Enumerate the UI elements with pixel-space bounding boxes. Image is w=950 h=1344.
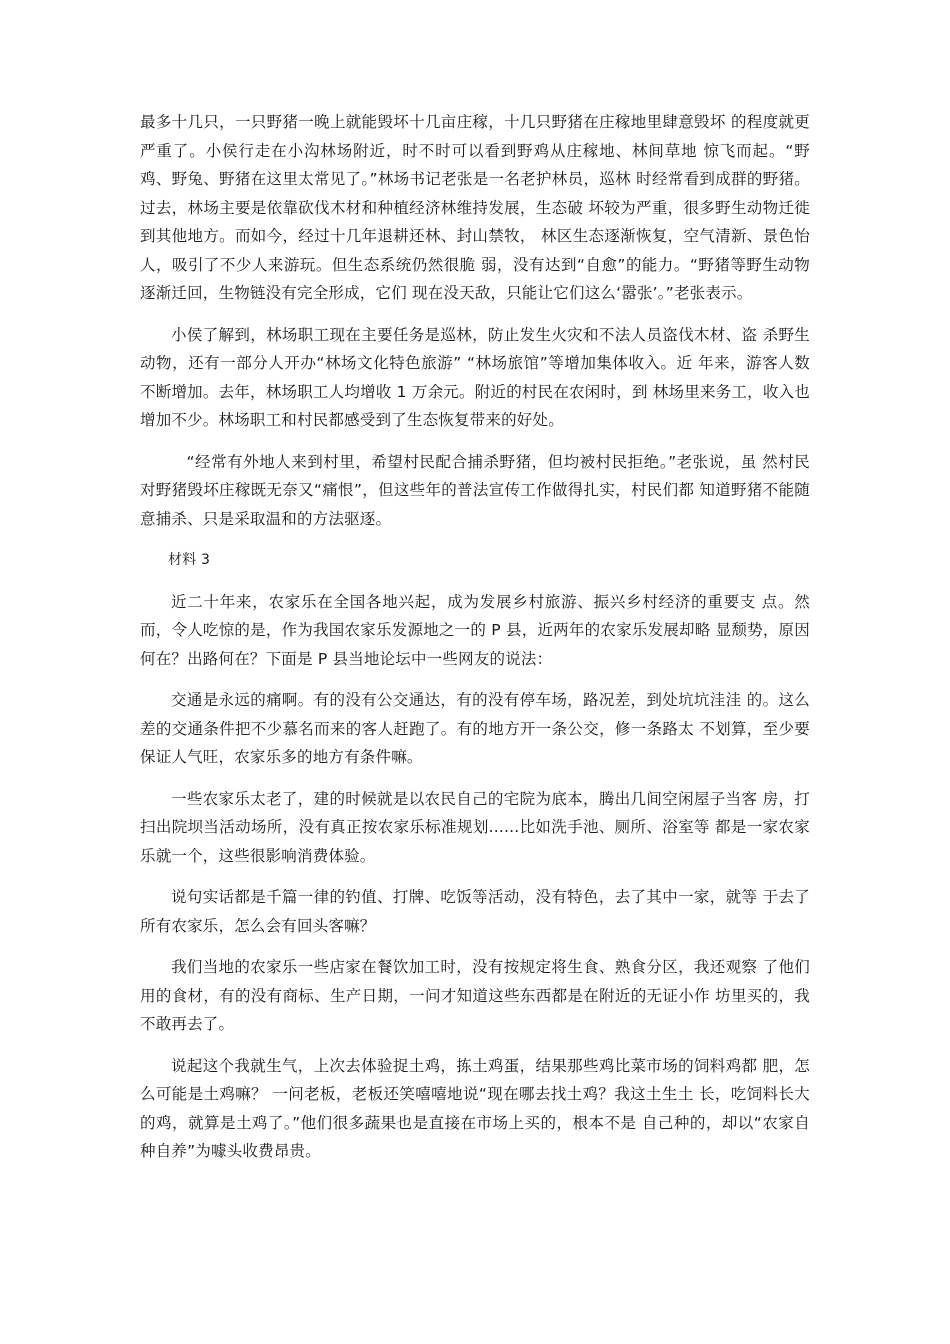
paragraph-1: 最多十几只，一只野猪一晚上就能毁坏十几亩庄稼，十几只野猪在庄稼地里肆意毁坏 的程度就更严重了。小侯行走在小沟林场附近，时不时可以看到野鸡从庄稼地、林间草地 惊飞而起。“野鸡、野兔、野猪在这里太常见了。”林场书记老张是一名老护林员，巡林 时经常看到成群的野猪。过去，林场主要是依靠砍伐木材和种植经济林维持发展，生态破 坏较为严重，很多野生动物迁徙到其他地方。而如今，经过十几年退耕还林、封山禁牧， 林区生态逐渐恢复，空气清新、景色怡人，吸引了不少人来游玩。但生态系统仍然很脆 弱，没有达到“自愈”的能力。“野猪等野生动物逐渐迁回，生物链没有完全形成，它们 现在没天敌，只能让它们这么‘嚣张’。”老张表示。 <box>140 113 810 302</box>
document-page <box>140 108 810 1179</box>
section-label: 材料 3 <box>168 552 211 568</box>
paragraph-9: 说起这个我就生气，上次去体验捉土鸡，拣土鸡蛋，结果那些鸡比菜市场的饲料鸡都 肥，怎么可能是土鸡嘛？ 一问老板，老板还笑嘻嘻地说“现在哪去找土鸡？我这土生土 长，吃饲料长大的鸡，就算是土鸡了。”他们很多蔬果也是直接在市场上买的，根本不是 自己种的，却以“农家自种自养”为噱头收费昂贵。 <box>140 1056 810 1160</box>
paragraph-7: 说句实话都是千篇一律的钓值、打牌、吃饭等活动，没有特色，去了其中一家，就等 于去了所有农家乐，怎么会有回头客嘛？ <box>140 888 810 935</box>
paragraph-2: 小侯了解到，林场职工现在主要任务是巡林，防止发生火灾和不法人员盗伐木材、盗 杀野生动物，还有一部分人开办“林场文化特色旅游” “林场旅馆”等增加集体收入。近 年来，游客人数不断增加。去年，林场职工人均增收 1 万余元。附近的村民在农闲时，到 林场里来务工，收入也增加不少。林场职工和村民都感受到了生态恢复带来的好处。 <box>140 325 810 429</box>
paragraph-6: 一些农家乐太老了，建的时候就是以农民自己的宅院为底本，腾出几间空闲屋子当客 房，打扫出院坝当活动场所，没有真正按农家乐标准规划......比如洗手池、厕所、浴室等 都是一家农家乐就一个，这些很影响消费体验。 <box>140 789 810 865</box>
paragraph-5: 交通是永远的痛啊。有的没有公交通达，有的没有停车场，路况差，到处坑坑洼洼 的。这么差的交通条件把不少慕名而来的客人赶跑了。有的地方开一条公交，修一条路太 不划算，至少要保证人气旺，农家乐多的地方有条件嘛。 <box>140 691 810 766</box>
paragraph-4: 近二十年来，农家乐在全国各地兴起，成为发展乡村旅游、振兴乡村经济的重要支 点。然而，令人吃惊的是，作为我国农家乐发源地之一的 P 县，近两年的农家乐发展却略 显颓势，原因何在？出路何在？下面是 P 县当地论坛中一些网友的说法： <box>140 592 810 668</box>
paragraph-3: “经常有外地人来到村里，希望村民配合捕杀野猪，但均被村民拒绝。”老张说，虽 然村民对野猪毁坏庄稼既无奈又“痛恨”，但这些年的普法宣传工作做得扎实，村民们都 知道野猪不能随意捕杀、只是采取温和的方法驱逐。 <box>140 452 810 528</box>
paragraph-8: 我们当地的农家乐一些店家在餐饮加工时，没有按规定将生食、熟食分区，我还观察 了他们用的食材，有的没有商标、生产日期，一问才知道这些东西都是在附近的无证小作 坊里买的，我不敢再去了。 <box>140 958 810 1033</box>
